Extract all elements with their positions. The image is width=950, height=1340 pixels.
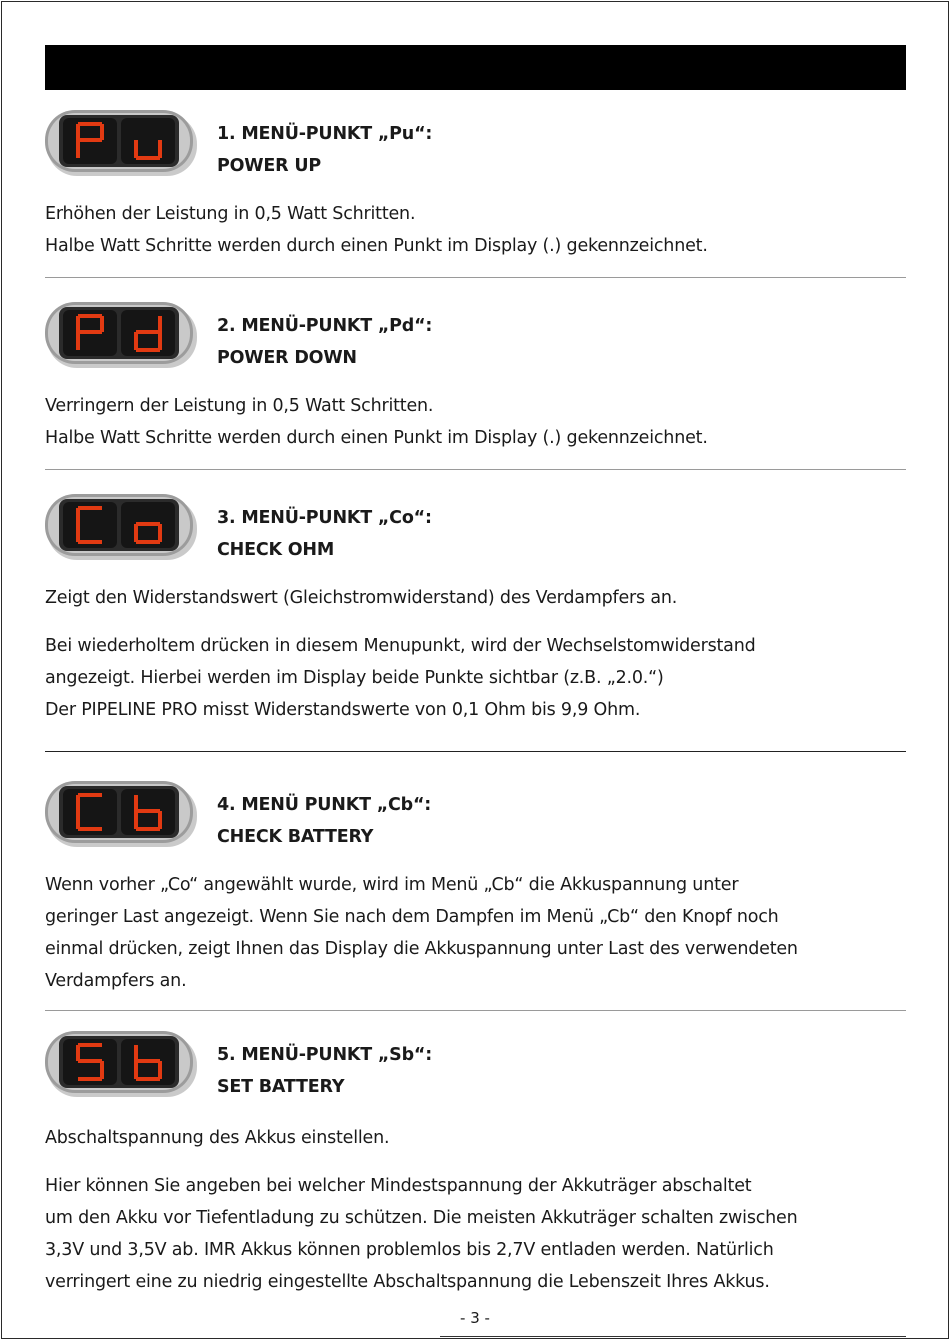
section-subtitle: SET BATTERY — [217, 1077, 345, 1097]
lcd-display-pu — [45, 110, 197, 176]
paragraph: 3,3V und 3,5V ab. IMR Akkus können problemlos bis 2,7V entladen werden. Natürlich — [45, 1240, 774, 1260]
paragraph: Hier können Sie angeben bei welcher Mindestspannung der Akkuträger abschaltet — [45, 1176, 752, 1196]
paragraph: Verringern der Leistung in 0,5 Watt Schritten. — [45, 396, 434, 416]
lcd-display-pd — [45, 302, 197, 368]
section-subtitle: CHECK BATTERY — [217, 827, 374, 847]
footer-rule — [440, 1336, 906, 1337]
section-title: 3. MENÜ-PUNKT „Co“: — [217, 508, 432, 528]
paragraph: Abschaltspannung des Akkus einstellen. — [45, 1128, 390, 1148]
section-title: 4. MENÜ PUNKT „Cb“: — [217, 795, 432, 815]
paragraph: angezeigt. Hierbei werden im Display beide Punkte sichtbar (z.B. „2.0.“) — [45, 668, 664, 688]
page-number: - 3 - — [460, 1309, 490, 1327]
paragraph: Der PIPELINE PRO misst Widerstandswerte von 0,1 Ohm bis 9,9 Ohm. — [45, 700, 641, 720]
lcd-display-co — [45, 494, 197, 560]
paragraph: Halbe Watt Schritte werden durch einen Punkt im Display (.) gekennzeichnet. — [45, 428, 708, 448]
paragraph: um den Akku vor Tiefentladung zu schützen. Die meisten Akkuträger schalten zwischen — [45, 1208, 798, 1228]
paragraph: einmal drücken, zeigt Ihnen das Display die Akkuspannung unter Last des verwendeten — [45, 939, 798, 959]
section-title: 2. MENÜ-PUNKT „Pd“: — [217, 316, 433, 336]
paragraph: geringer Last angezeigt. Wenn Sie nach dem Dampfen im Menü „Cb“ den Knopf noch — [45, 907, 779, 927]
paragraph: Zeigt den Widerstandswert (Gleichstromwiderstand) des Verdampfers an. — [45, 588, 678, 608]
section-divider — [45, 751, 906, 752]
section-subtitle: CHECK OHM — [217, 540, 335, 560]
section-subtitle: POWER UP — [217, 156, 321, 176]
lcd-display-sb — [45, 1031, 197, 1097]
section-divider — [45, 277, 906, 278]
section-subtitle: POWER DOWN — [217, 348, 357, 368]
paragraph: Wenn vorher „Co“ angewählt wurde, wird im Menü „Cb“ die Akkuspannung unter — [45, 875, 739, 895]
section-divider — [45, 1010, 906, 1011]
paragraph: verringert eine zu niedrig eingestellte Abschaltspannung die Lebenszeit Ihres Akkus. — [45, 1272, 770, 1292]
section-title: 1. MENÜ-PUNKT „Pu“: — [217, 124, 433, 144]
section-title: 5. MENÜ-PUNKT „Sb“: — [217, 1045, 433, 1065]
section-divider — [45, 469, 906, 470]
header-bar — [45, 45, 906, 90]
paragraph: Halbe Watt Schritte werden durch einen Punkt im Display (.) gekennzeichnet. — [45, 236, 708, 256]
paragraph: Erhöhen der Leistung in 0,5 Watt Schritten. — [45, 204, 416, 224]
paragraph: Verdampfers an. — [45, 971, 187, 991]
paragraph: Bei wiederholtem drücken in diesem Menupunkt, wird der Wechselstomwiderstand — [45, 636, 756, 656]
lcd-display-cb — [45, 781, 197, 847]
